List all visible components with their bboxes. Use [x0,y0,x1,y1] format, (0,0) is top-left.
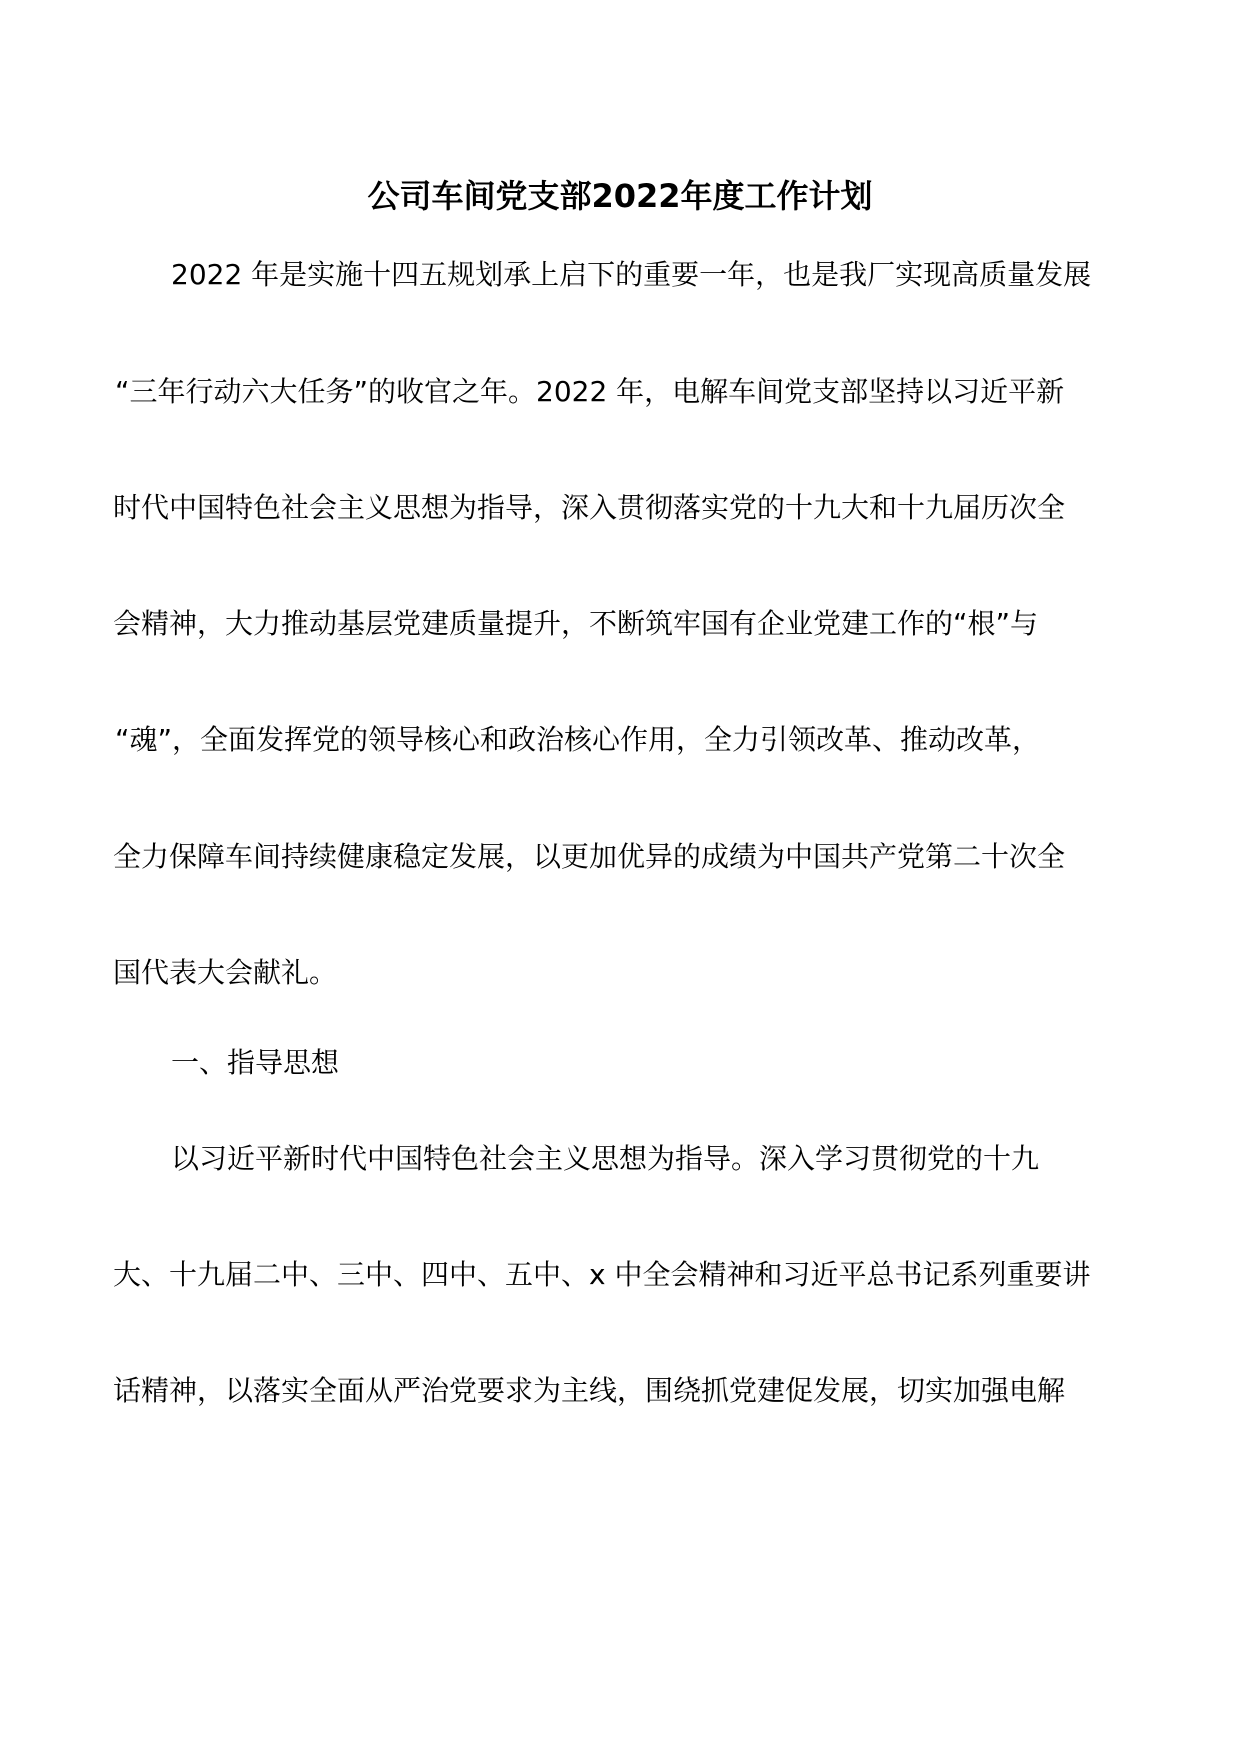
section-heading-guiding-ideology: 一、指导思想 [171,1046,340,1079]
paragraph-1-line-3: 时代中国特色社会主义思想为指导，深入贯彻落实党的十九大和十九届历次全 [113,491,1066,524]
paragraph-1-line-4: 会精神，大力推动基层党建质量提升，不断筑牢国有企业党建工作的“根”与 [113,607,1039,640]
document-title: 公司车间党支部2022年度工作计划 [367,177,873,215]
paragraph-2-line-1: 以习近平新时代中国特色社会主义思想为指导。深入学习贯彻党的十九 [171,1142,1040,1175]
paragraph-1-line-7: 国代表大会献礼。 [113,956,338,989]
paragraph-1-line-2: “三年行动六大任务”的收官之年。2022 年，电解车间党支部坚持以习近平新 [115,375,1065,408]
paragraph-1-line-5: “魂”，全面发挥党的领导核心和政治核心作用，全力引领改革、推动改革， [115,723,1041,756]
paragraph-1-line-1: 2022 年是实施十四五规划承上启下的重要一年，也是我厂实现高质量发展 [171,258,1092,291]
paragraph-1-line-6: 全力保障车间持续健康稳定发展，以更加优异的成绩为中国共产党第二十次全 [113,840,1066,873]
paragraph-2-line-3: 话精神，以落实全面从严治党要求为主线，围绕抓党建促发展，切实加强电解 [113,1374,1066,1407]
paragraph-2-line-2: 大、十九届二中、三中、四中、五中、x 中全会精神和习近平总书记系列重要讲 [113,1258,1091,1291]
